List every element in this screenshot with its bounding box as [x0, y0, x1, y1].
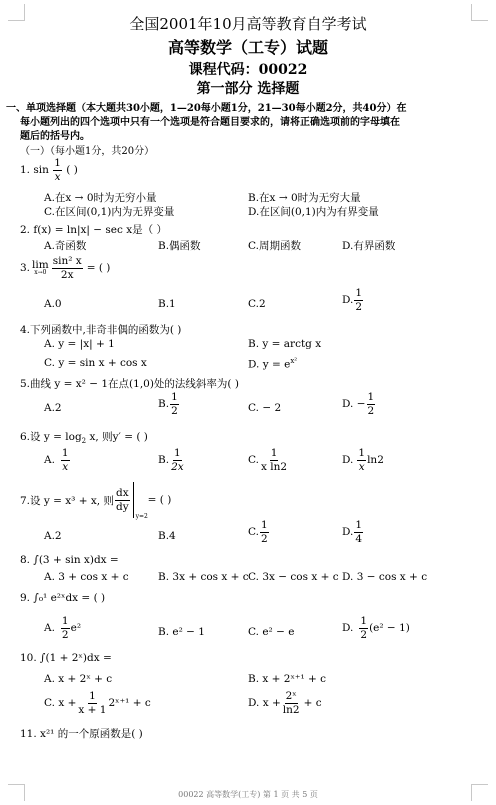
- question-6-log-base: 2: [81, 437, 87, 446]
- question-1-frac-den: x: [54, 170, 61, 183]
- question-10-option-c-label: C. x +: [44, 697, 77, 709]
- question-7-option-c-label: C.: [248, 526, 259, 538]
- question-9-option-d-tail: (e² − 1): [369, 622, 410, 634]
- question-1-option-d: D.在区间(0,1)内为有界变量: [248, 206, 379, 218]
- question-6-option-d-tail: ln2: [367, 454, 384, 466]
- question-10-option-c-num: 1: [89, 690, 96, 702]
- question-3-stem: [20, 256, 110, 280]
- question-9-option-b: B. e² − 1: [158, 626, 205, 638]
- question-6-option-d: [342, 448, 384, 472]
- question-7-stem: [20, 482, 171, 518]
- question-4-option-d-base: D. y = e: [248, 358, 291, 371]
- question-10-option-d-den: ln2: [282, 703, 300, 716]
- question-6-option-a: [44, 448, 71, 472]
- question-7-option-d: [342, 520, 364, 544]
- question-2-option-c: C.周期函数: [248, 240, 301, 252]
- question-4-stem: 4.下列函数中,非奇非偶的函数为( ): [20, 324, 182, 336]
- question-3-lim: lim: [32, 258, 49, 271]
- question-3-option-b: B.1: [158, 298, 176, 310]
- question-6-option-d-den: x: [358, 460, 365, 473]
- question-5-option-a: A.2: [44, 402, 62, 414]
- question-10-option-c-tail: 2ˣ⁺¹ + c: [108, 697, 151, 709]
- question-6-option-a-label: A.: [44, 454, 55, 466]
- exam-title: 全国2001年10月高等教育自学考试: [129, 15, 367, 33]
- question-3-denominator: 2x: [60, 268, 74, 281]
- question-7-option-c-den: 2: [261, 532, 268, 545]
- question-4-option-a: A. y = |x| + 1: [44, 338, 115, 350]
- question-10-option-c: [44, 691, 151, 715]
- question-3-blank: = ( ): [86, 262, 111, 274]
- question-6-option-b-label: B.: [158, 454, 170, 466]
- question-9-option-d: [342, 616, 410, 640]
- question-3-option-c: C.2: [248, 298, 266, 310]
- question-9-option-a: [44, 616, 81, 640]
- question-7-option-b: B.4: [158, 530, 176, 542]
- page-footer: 00022 高等数学(工专) 第 1 页 共 5 页: [178, 790, 318, 799]
- question-3-option-d-num: 1: [355, 287, 363, 299]
- question-9-option-a-num: 1: [61, 615, 69, 627]
- exam-subtitle: 高等数学（工专）试题: [167, 38, 328, 57]
- question-5-option-b-label: B.: [158, 398, 170, 410]
- question-1-number: 1.: [20, 164, 31, 176]
- question-7-eval-point: y=2: [135, 513, 148, 520]
- question-1-blank: ( ): [66, 164, 78, 176]
- question-4-option-d: [248, 357, 297, 371]
- question-8-option-d: D. 3 − cos x + c: [342, 571, 428, 583]
- instructions-line-1: 一、单项选择题（本大题共30小题，1—20每小题1分，21—30每小题2分，共40分）在: [6, 103, 407, 114]
- subsection-heading: （一）（每小题1分，共20分）: [20, 146, 155, 157]
- question-5-option-d-label: D. −: [342, 398, 366, 410]
- course-code: 课程代码：00022: [188, 62, 308, 78]
- question-1-stem: [20, 158, 78, 182]
- question-4-option-b: B. y = arctg x: [248, 338, 322, 350]
- question-1-option-c: C.在区间(0,1)内为无界变量: [44, 206, 175, 218]
- question-9-option-d-den: 2: [360, 628, 368, 641]
- question-1-option-b: B.在x → 0时为无穷大量: [248, 192, 361, 204]
- question-3-option-d-label: D.: [342, 294, 354, 306]
- question-3-numerator: sin² x: [52, 255, 82, 267]
- question-8-option-c: C. 3x − cos x + c: [248, 571, 339, 583]
- question-1-frac-num: 1: [54, 157, 61, 169]
- question-6-option-a-den: x: [62, 460, 69, 473]
- question-9-stem: 9. ∫₀¹ e²ˣdx = ( ): [20, 592, 106, 604]
- question-3-option-a: A.0: [44, 298, 62, 310]
- question-7-option-c: [248, 520, 270, 544]
- question-6-stem: [20, 429, 148, 445]
- question-9-option-a-tail: e²: [70, 622, 82, 634]
- question-7-eval-bar: [133, 482, 148, 520]
- question-6-stem-text: 6.设 y = log: [20, 431, 82, 443]
- question-6-option-b: [158, 448, 186, 472]
- question-10-option-d-label: D. x +: [248, 697, 281, 709]
- question-1-option-a: A.在x → 0时为无穷小量: [44, 192, 157, 204]
- question-3-lim-subscript: x→0: [34, 269, 47, 277]
- question-3-option-d-den: 2: [355, 300, 363, 313]
- question-7-option-d-den: 4: [355, 532, 363, 545]
- question-9-option-c: C. e² − e: [248, 626, 295, 638]
- question-6-option-c: [248, 448, 289, 472]
- question-8-option-b: B. 3x + cos x + c: [158, 571, 249, 583]
- instructions-line-2: 每小题列出的四个选项中只有一个选项是符合题目要求的，请将正确选项前的字母填在: [20, 117, 400, 128]
- question-2-stem: 2. f(x) = ln|x| − sec x是（ ）: [20, 224, 167, 236]
- question-7-blank: = ( ): [147, 494, 172, 506]
- question-7-frac-den: dy: [115, 500, 129, 513]
- question-7-option-d-label: D.: [342, 526, 354, 538]
- question-8-option-a: A. 3 + cos x + c: [44, 571, 129, 583]
- question-10-option-d: [248, 691, 322, 715]
- question-2-option-b: B.偶函数: [158, 240, 201, 252]
- question-4-option-c: C. y = sin x + cos x: [44, 357, 147, 369]
- question-5-option-b-num: 1: [171, 391, 178, 403]
- question-6-option-c-num: 1: [270, 447, 278, 459]
- question-10-option-a: A. x + 2ˣ + c: [44, 673, 113, 685]
- question-6-option-c-den: x ln2: [261, 460, 288, 473]
- question-5-option-d: [342, 392, 376, 416]
- question-9-option-d-label: D.: [342, 622, 354, 634]
- question-7-stem-text: 7.设 y = x³ + x, 则: [20, 494, 114, 507]
- question-6-option-c-label: C.: [248, 454, 259, 466]
- question-10-option-b: B. x + 2ˣ⁺¹ + c: [248, 673, 327, 685]
- question-5-option-c: C. − 2: [248, 402, 282, 414]
- question-7-option-c-num: 1: [261, 519, 268, 531]
- question-11-stem: 11. x²¹ 的一个原函数是( ): [20, 728, 143, 740]
- question-6-option-a-num: 1: [61, 447, 69, 459]
- question-2-option-d: D.有界函数: [342, 240, 396, 252]
- question-3-number: 3.: [20, 262, 31, 274]
- instructions-line-3: 题后的括号内。: [20, 131, 90, 142]
- question-5-option-d-den: 2: [367, 404, 375, 417]
- question-1-sin: sin: [33, 164, 49, 176]
- question-6-option-b-den: 2x: [171, 460, 184, 473]
- question-9-option-d-num: 1: [360, 615, 368, 627]
- question-5-option-b-den: 2: [171, 404, 178, 417]
- question-7-option-a: A.2: [44, 530, 62, 542]
- question-6-option-b-num: 1: [174, 447, 181, 459]
- question-2-option-a: A.奇函数: [44, 240, 87, 252]
- question-9-option-a-label: A.: [44, 622, 55, 634]
- question-4-option-d-exponent: x²: [290, 357, 298, 365]
- question-6-option-d-num: 1: [358, 447, 366, 459]
- question-10-option-d-num: 2ˣ: [285, 690, 297, 702]
- question-6-option-d-label: D.: [342, 454, 354, 466]
- question-5-option-b: [158, 392, 180, 416]
- question-9-option-a-den: 2: [61, 628, 69, 641]
- question-10-option-c-den: x + 1: [78, 703, 107, 716]
- question-10-stem: 10. ∫(1 + 2ˣ)dx =: [20, 652, 112, 664]
- question-5-option-d-num: 1: [367, 391, 375, 403]
- question-5-stem: 5.曲线 y = x² − 1在点(1,0)处的法线斜率为( ): [20, 378, 239, 390]
- question-3-option-d: [342, 288, 364, 312]
- part-heading: 第一部分 选择题: [196, 81, 300, 97]
- question-7-frac-num: dx: [115, 487, 129, 499]
- question-10-option-d-tail: + c: [303, 697, 322, 709]
- question-8-stem: 8. ∫(3 + sin x)dx =: [20, 554, 119, 566]
- question-6-stem-tail: x, 则y′ = ( ): [86, 431, 148, 443]
- question-7-option-d-num: 1: [355, 519, 363, 531]
